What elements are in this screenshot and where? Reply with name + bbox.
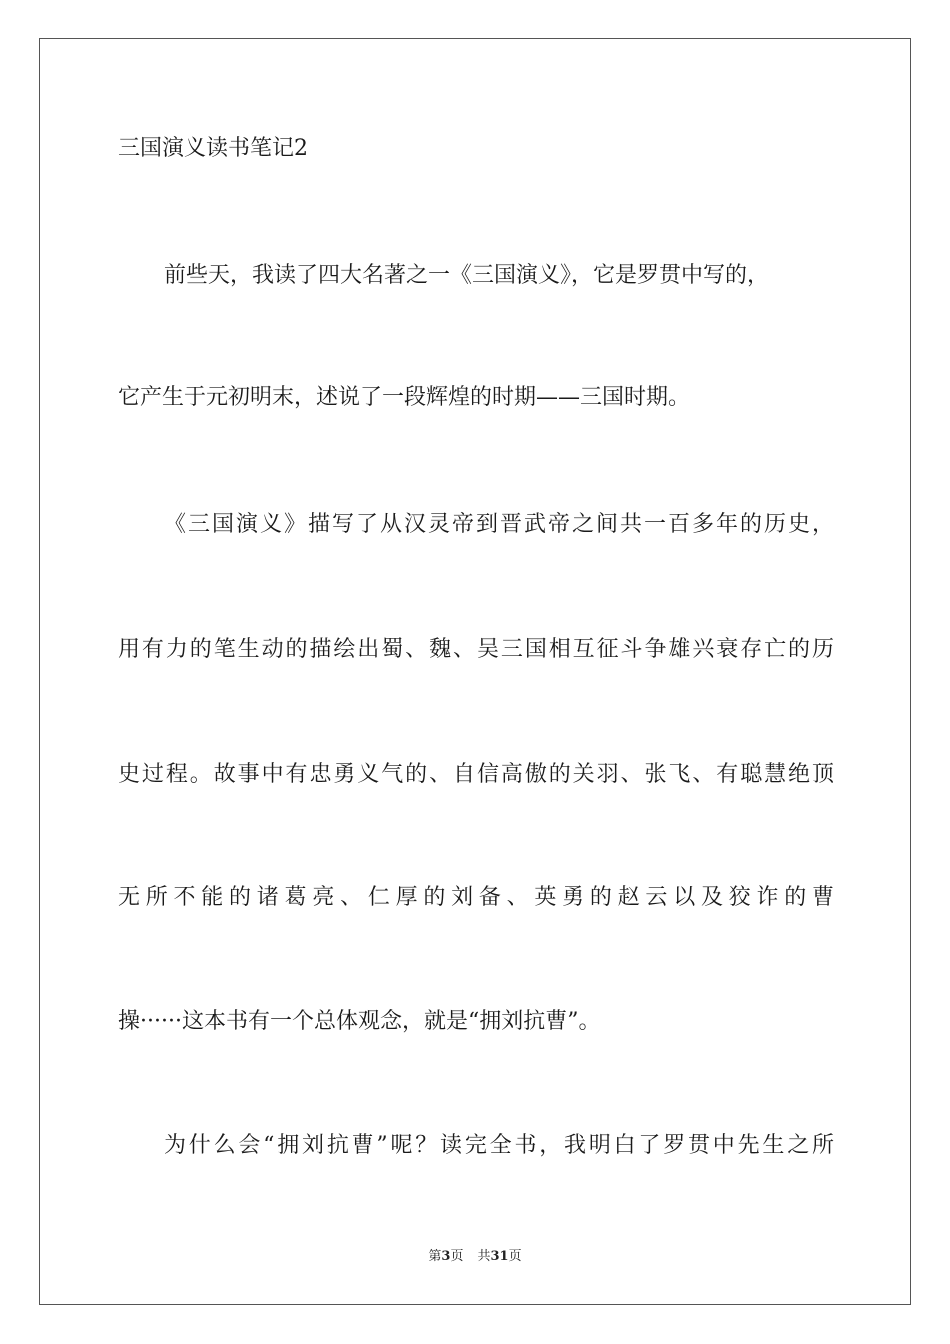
paragraph-line-8: 为什么会“拥刘抗曹”呢？读完全书，我明白了罗贯中先生之所 <box>164 1133 834 1158</box>
document-title: 三国演义读书笔记2 <box>118 136 308 161</box>
page-border <box>39 38 911 1305</box>
paragraph-line-4: 用有力的笔生动的描绘出蜀、魏、吴三国相互征斗争雄兴衰存亡的历 <box>118 637 834 662</box>
paragraph-line-5: 史过程。故事中有忠勇义气的、自信高傲的关羽、张飞、有聪慧绝顶 <box>118 762 834 787</box>
paragraph-line-1: 前些天，我读了四大名著之一《三国演义》，它是罗贯中写的， <box>164 263 770 288</box>
page-prefix: 第 <box>428 1249 442 1264</box>
paragraph-line-2: 它产生于元初明末，述说了一段辉煌的时期——三国时期。 <box>118 385 691 410</box>
page-suffix: 页 <box>450 1249 464 1264</box>
paragraph-line-7: 操······这本书有一个总体观念，就是“拥刘抗曹”。 <box>118 1009 601 1034</box>
total-prefix: 共 <box>477 1249 491 1264</box>
page-footer <box>0 1248 950 1266</box>
paragraph-line-6: 无所不能的诸葛亮、仁厚的刘备、英勇的赵云以及狡诈的曹 <box>118 885 834 910</box>
total-suffix: 页 <box>508 1249 522 1264</box>
paragraph-line-3: 《三国演义》描写了从汉灵帝到晋武帝之间共一百多年的历史， <box>164 512 834 537</box>
page-current: 3 <box>441 1249 451 1264</box>
page-total: 31 <box>490 1249 509 1264</box>
